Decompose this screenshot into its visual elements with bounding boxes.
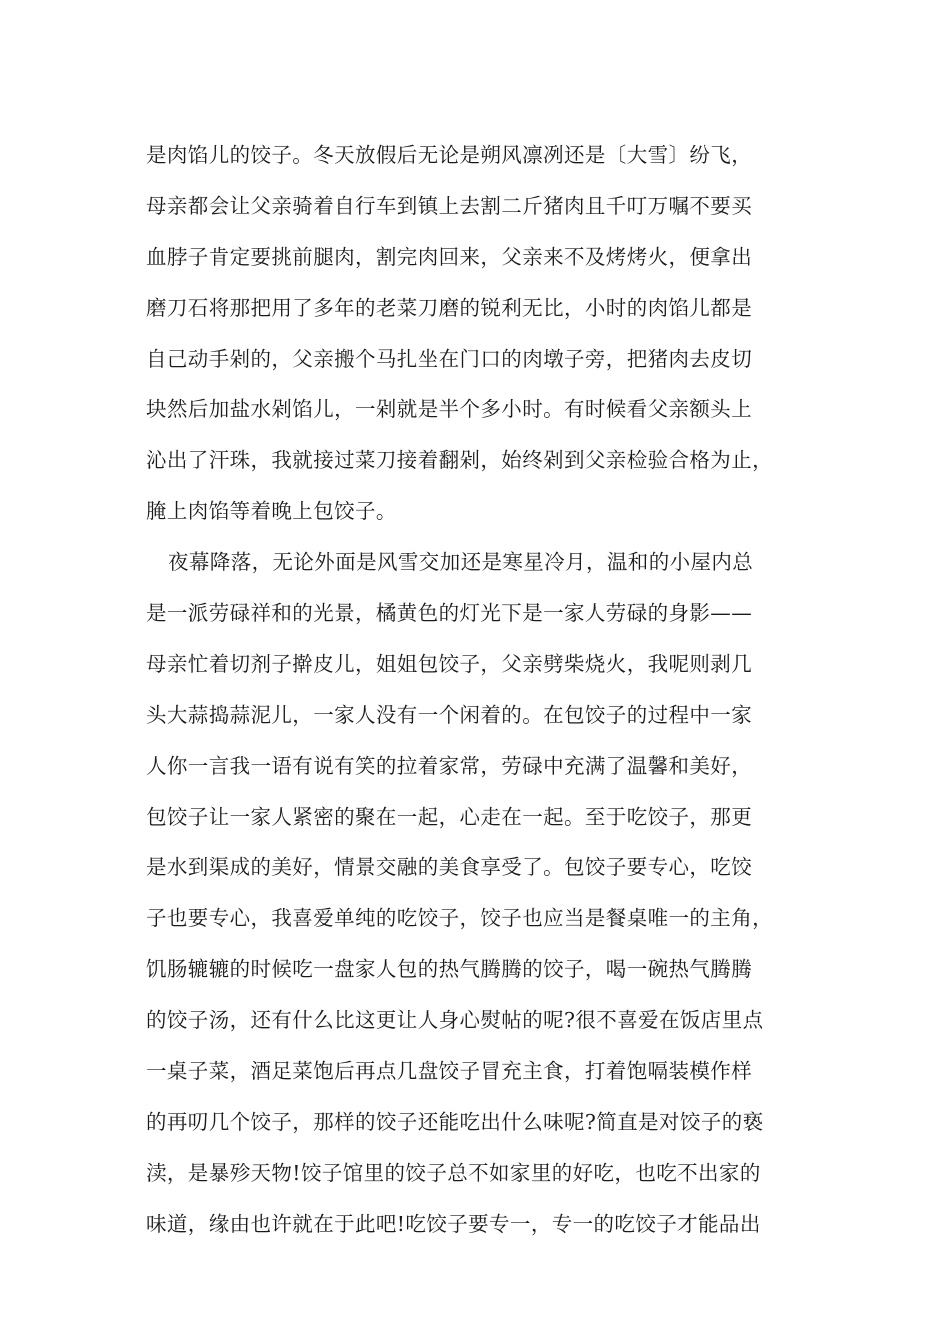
text-line: 人你一言我一语有说有笑的拉着家常，劳碌中充满了温馨和美好， xyxy=(146,753,753,778)
text-line: 是肉馅儿的饺子。冬天放假后无论是朔风凛冽还是〔大雪〕纷飞， xyxy=(146,143,753,167)
text-line: 自己动手剁的，父亲搬个马扎坐在门口的肉墩子旁，把猪肉去皮切 xyxy=(146,346,753,371)
text-line: 母亲都会让父亲骑着自行车到镇上去割二斤猪肉且千叮万嘱不要买 xyxy=(146,193,753,218)
text-line: 是水到渠成的美好，情景交融的美食享受了。包饺子要专心，吃饺 xyxy=(146,855,753,880)
text-line: 一桌子菜，酒足菜饱后再点几盘饺子冒充主食，打着饱嗝装模作样 xyxy=(146,1059,753,1084)
text-line: 饥肠辘辘的时候吃一盘家人包的热气腾腾的饺子，喝一碗热气腾腾 xyxy=(146,957,753,982)
text-line: 的饺子汤，还有什么比这更让人身心熨帖的呢?很不喜爱在饭店里点 xyxy=(146,1008,764,1033)
text-line: 血脖子肯定要挑前腿肉，割完肉回来，父亲来不及烤烤火，便拿出 xyxy=(146,244,753,269)
text-line: 的再叨几个饺子，那样的饺子还能吃出什么味呢?简直是对饺子的亵 xyxy=(146,1109,764,1134)
text-line: 子也要专心，我喜爱单纯的吃饺子，饺子也应当是餐桌唯一的主角， xyxy=(146,906,773,931)
text-line: 块然后加盐水剁馅儿，一剁就是半个多小时。有时候看父亲额头上 xyxy=(146,397,753,422)
text-line: 沁出了汗珠，我就接过菜刀接着翻剁，始终剁到父亲检验合格为止， xyxy=(146,448,773,473)
text-line: 是一派劳碌祥和的光景，橘黄色的灯光下是一家人劳碌的身影—— xyxy=(146,601,753,626)
text-line: 味道，缘由也许就在于此吧!吃饺子要专一，专一的吃饺子才能品出 xyxy=(146,1211,761,1236)
document-body xyxy=(146,130,836,1250)
text-line: 腌上肉馅等着晚上包饺子。 xyxy=(146,499,397,524)
paragraph-start-line: 夜幕降落，无论外面是风雪交加还是寒星冷月，温和的小屋内总 xyxy=(168,550,754,575)
text-line: 头大蒜捣蒜泥儿，一家人没有一个闲着的。在包饺子的过程中一家 xyxy=(146,702,753,727)
text-line: 磨刀石将那把用了多年的老菜刀磨的锐利无比，小时的肉馅儿都是 xyxy=(146,295,753,320)
text-line: 渎，是暴殄天物!饺子馆里的饺子总不如家里的好吃，也吃不出家的 xyxy=(146,1160,761,1185)
text-line: 包饺子让一家人紧密的聚在一起，心走在一起。至于吃饺子，那更 xyxy=(146,804,753,829)
text-line: 母亲忙着切剂子擀皮儿，姐姐包饺子，父亲劈柴烧火，我呢则剥几 xyxy=(146,651,753,676)
